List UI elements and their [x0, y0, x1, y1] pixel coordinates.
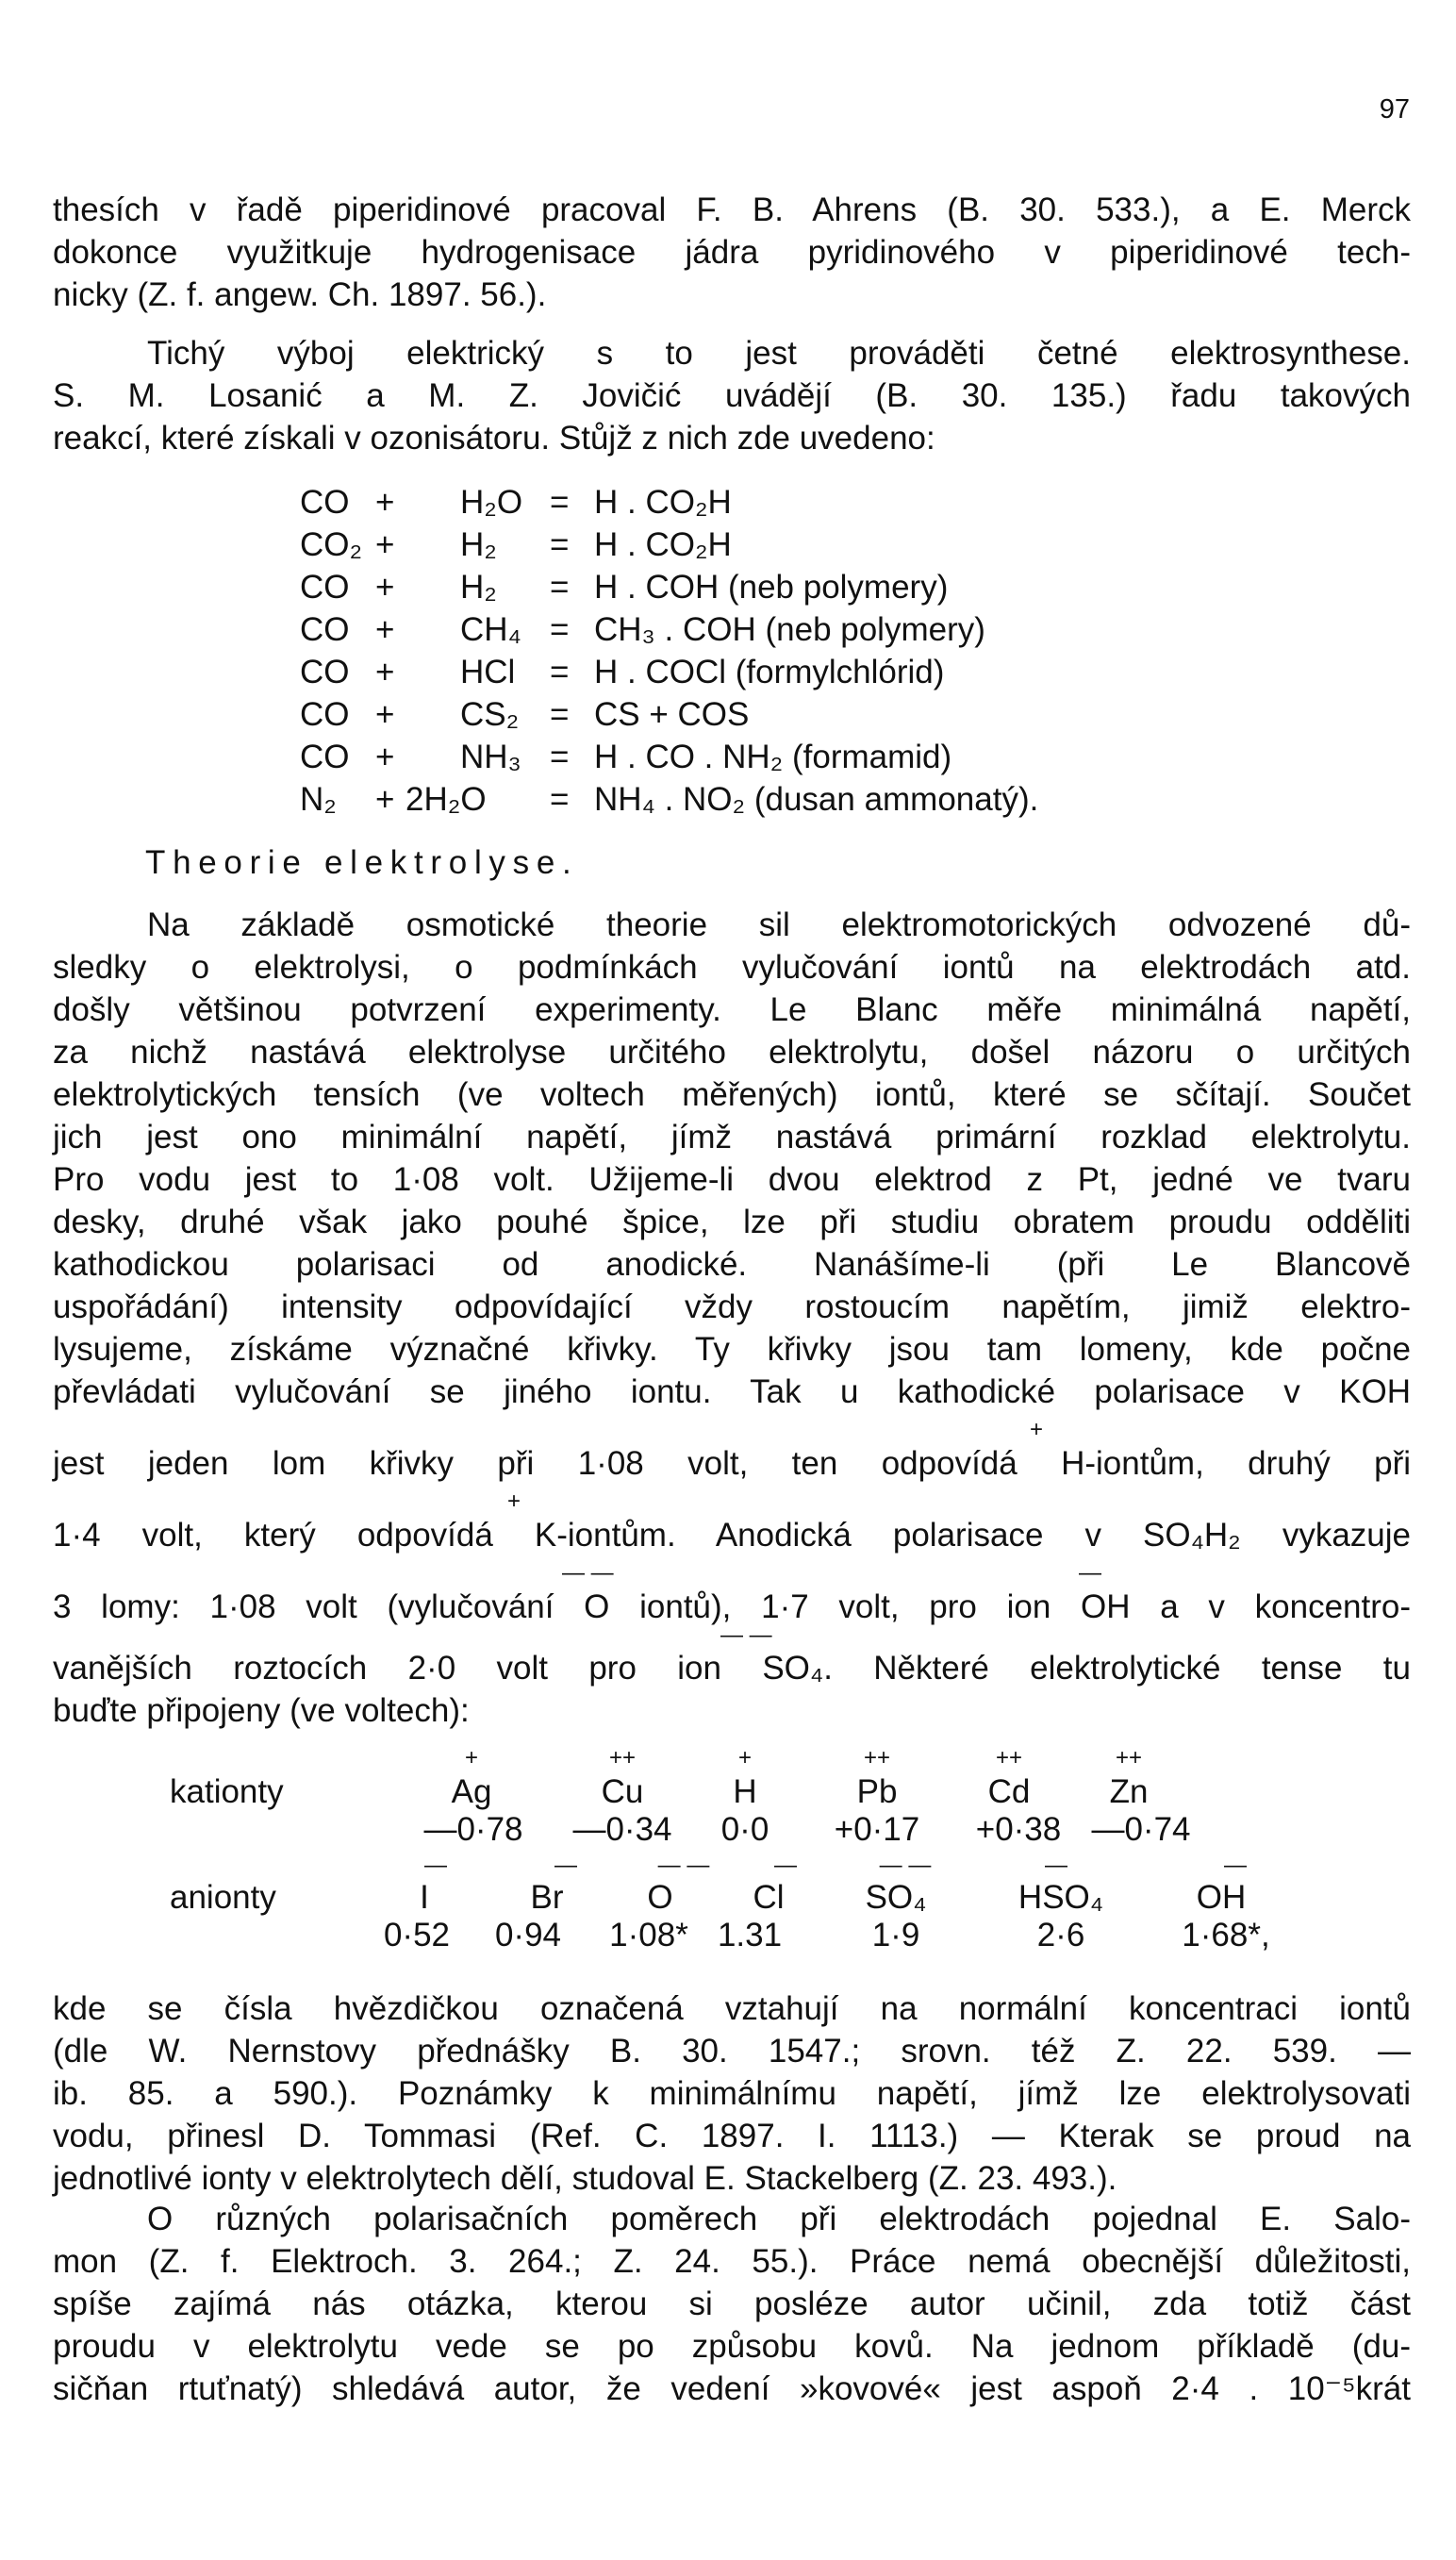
ion-cell: Zn [1109, 1773, 1149, 1810]
text-line: sičňan rtuťnatý) shledává autor, že vedení »kovové« jest aspoň 2·4 . 10⁻⁵krát [53, 2370, 1411, 2407]
o-ion-charge: — — [562, 1560, 614, 1586]
charge-mark-row [53, 1413, 1411, 1442]
eq-rhs: H . CO₂H [594, 526, 732, 563]
charge-cell: ++ [1115, 1745, 1143, 1770]
value-cell: —0·74 [1091, 1811, 1191, 1848]
ion-cell: Br [530, 1879, 564, 1916]
text-line: proudu v elektrolytu vede se po způsobu kovů. Na jednom příkladě (du- [53, 2328, 1411, 2365]
eq-rhs: CS + COS [594, 696, 750, 733]
ion-cell: H [733, 1773, 757, 1810]
value-cell: 0·52 [383, 1917, 451, 1953]
eq-lhs: CO [300, 611, 350, 648]
text-line: uspořádání) intensity odpovídající vždy rostoucím napětím, jimiž elektro- [53, 1288, 1411, 1325]
paragraph-piperidine [53, 189, 1411, 316]
k-ion-charge: + [507, 1488, 521, 1514]
text-line: Pro vodu jest to 1·08 volt. Užijeme-li dvou elektrod z Pt, jedné ve tvaru [53, 1161, 1411, 1198]
text-line: desky, druhé však jako pouhé špice, lze při studiu obratem proudu odděliti [53, 1204, 1411, 1240]
value-cell: —0·78 [423, 1811, 523, 1848]
eq-reagent: HCl [460, 654, 516, 690]
text-line: buďte připojeny (ve voltech): [53, 1692, 470, 1729]
charge-mark-row [53, 1485, 1411, 1514]
text-line: O různých polarisačních poměrech při elektrodách pojednal E. Salo- [147, 2201, 1411, 2237]
eq-rhs: CH₃ . COH (neb polymery) [594, 611, 985, 648]
text-line: Na základě osmotické theorie sil elektromotorických odvozené dů- [147, 906, 1411, 943]
value-cell: 1·9 [871, 1917, 920, 1953]
charge-cell: — [1224, 1853, 1247, 1878]
eq-reagent: H₂ [460, 569, 497, 606]
eq-op: + [375, 654, 395, 690]
value-cell: 1·08* [609, 1917, 688, 1953]
value-cell: 0·94 [494, 1917, 562, 1953]
eq-sign: = [550, 696, 570, 733]
eq-op: + [375, 781, 395, 818]
text-line: vodu, přinesl D. Tommasi (Ref. C. 1897. I. 1113.) — Kterak se proud na [53, 2118, 1411, 2154]
section-heading: Theorie elektrolyse. [145, 844, 579, 881]
text-line: mon (Z. f. Elektroch. 3. 264.; Z. 24. 55.). Práce nemá obecnější důležitosti, [53, 2243, 1411, 2280]
charge-cell: ++ [863, 1745, 891, 1770]
value-cell: +0·17 [834, 1811, 920, 1848]
eq-lhs: CO [300, 739, 350, 775]
value-cell: 1.31 [717, 1917, 783, 1953]
text-line: ib. 85. a 590.). Poznámky k minimálnímu napětí, jímž lze elektrolysovati [53, 2075, 1411, 2112]
text-line: 3 lomy: 1·08 volt (vylučování O iontů), 1·7 volt, pro ion OH a v koncentro- [53, 1588, 1411, 1625]
paragraph-electrosynthesis [53, 332, 1411, 459]
charge-cell: + [737, 1745, 752, 1770]
charge-cell: — [774, 1853, 797, 1878]
charge-cell: ++ [995, 1745, 1023, 1770]
text-line: elektrolytických tensích (ve voltech měřených) iontů, které se sčítají. Součet [53, 1076, 1411, 1113]
text-line: kde se čísla hvězdičkou označená vztahují na normální koncentraci iontů [53, 1990, 1411, 2027]
charge-cell: — — [879, 1853, 932, 1878]
paragraph-electrolysis-theory [53, 904, 1411, 1732]
eq-reagent: H₂O [460, 484, 523, 521]
charge-cell: — [554, 1853, 577, 1878]
ion-cell: Cl [753, 1879, 785, 1916]
eq-op: + [375, 611, 395, 648]
text-line: 1·4 volt, který odpovídá K-iontům. Anodická polarisace v SO₄H₂ vykazuje [53, 1517, 1411, 1554]
text-line: lysujeme, získáme význačné křivky. Ty křivky jsou tam lomeny, kde počne [53, 1331, 1411, 1368]
value-cell: 0·0 [720, 1811, 769, 1848]
charge-mark-row [53, 1622, 1411, 1648]
charge-cell: ++ [608, 1745, 637, 1770]
eq-reagent: CS₂ [460, 696, 520, 733]
eq-reagent: CH₄ [460, 611, 521, 648]
value-cell: 1·68*, [1182, 1917, 1270, 1953]
eq-rhs: H . CO . NH₂ (formamid) [594, 739, 952, 775]
text-line: kathodickou polarisaci od anodické. Nanášíme-li (při Le Blancově [53, 1246, 1411, 1283]
page-number: 97 [1379, 94, 1410, 125]
text-line: jednotlivé ionty v elektrolytech dělí, studoval E. Stackelberg (Z. 23. 493.). [53, 2160, 1117, 2197]
value-cell: —0·34 [572, 1811, 672, 1848]
eq-lhs: CO [300, 484, 350, 521]
text-line: převládati vylučování se jiného iontu. Tak u kathodické polarisace v KOH [53, 1373, 1411, 1410]
eq-lhs: CO [300, 696, 350, 733]
eq-rhs: NH₄ . NO₂ (dusan ammonatý). [594, 781, 1039, 818]
text-line: jest jeden lom křivky při 1·08 volt, ten odpovídá H-iontům, druhý při [53, 1445, 1411, 1482]
eq-sign: = [550, 781, 570, 818]
text-line: S. M. Losanić a M. Z. Jovičić uvádějí (B. 30. 135.) řadu takových [53, 377, 1411, 414]
anionty-label: anionty [170, 1879, 276, 1916]
eq-lhs: CO [300, 569, 350, 606]
text-line: (dle W. Nernstovy přednášky B. 30. 1547.; srovn. též Z. 22. 539. — [53, 2033, 1411, 2070]
eq-rhs: H . COCl (formylchlórid) [594, 654, 945, 690]
value-cell: +0·38 [975, 1811, 1062, 1848]
eq-sign: = [550, 654, 570, 690]
eq-lhs: CO [300, 654, 350, 690]
eq-sign: = [550, 739, 570, 775]
charge-cell: — — [657, 1853, 710, 1878]
ion-cell: OH [1196, 1879, 1247, 1916]
eq-reagent: 2H₂O [405, 781, 487, 818]
oh-ion-charge: — [1079, 1560, 1101, 1586]
eq-reagent: NH₃ [460, 739, 521, 775]
eq-reagent: H₂ [460, 526, 497, 563]
eq-op: + [375, 696, 395, 733]
charge-cell: — [1045, 1853, 1067, 1878]
text-line: thesích v řadě piperidinové pracoval F. B. Ahrens (B. 30. 533.), a E. Merck [53, 191, 1411, 228]
text-line: reakcí, které získali v ozonisátoru. Stůjž z nich zde uvedeno: [53, 420, 935, 457]
ion-cell: Cu [601, 1773, 644, 1810]
value-cell: 2·6 [1036, 1917, 1085, 1953]
text-line: vanějších roztocích 2·0 volt pro ion SO₄. Některé elektrolytické tense tu [53, 1650, 1411, 1687]
eq-lhs: CO₂ [300, 526, 363, 563]
text-line: za nichž nastává elektrolyse určitého elektrolytu, došel názoru o určitých [53, 1034, 1411, 1071]
eq-rhs: H . COH (neb polymery) [594, 569, 949, 606]
charge-cell: + [464, 1745, 478, 1770]
eq-op: + [375, 526, 395, 563]
so4-ion-charge: — — [720, 1622, 772, 1648]
text-line: dokonce využitkuje hydrogenisace jádra pyridinového v piperidinové tech- [53, 234, 1411, 271]
ion-cell: Pb [856, 1773, 898, 1810]
eq-rhs: H . CO₂H [594, 484, 732, 521]
ion-cell: O [647, 1879, 673, 1916]
ion-cell: I [420, 1879, 429, 1916]
eq-sign: = [550, 569, 570, 606]
eq-sign: = [550, 526, 570, 563]
text-line: sledky o elektrolysi, o podmínkách vylučování iontů na elektrodách atd. [53, 949, 1411, 986]
ion-cell: Cd [987, 1773, 1031, 1810]
text-line: Tichý výboj elektrický s to jest prováděti četné elektrosynthese. [147, 335, 1411, 372]
eq-op: + [375, 569, 395, 606]
text-line: jich jest ono minimální napětí, jímž nastává primární rozklad elektrolytu. [53, 1119, 1411, 1155]
charge-mark-row [53, 1556, 1411, 1586]
ion-cell: SO₄ [865, 1879, 927, 1916]
eq-op: + [375, 484, 395, 521]
eq-sign: = [550, 611, 570, 648]
h-ion-charge: + [1030, 1417, 1044, 1442]
eq-op: + [375, 739, 395, 775]
eq-sign: = [550, 484, 570, 521]
paragraph-polarisation [53, 2198, 1411, 2410]
paragraph-nernst-notes [53, 1987, 1411, 2200]
text-line: spíše zajímá nás otázka, kterou si posléze autor učinil, zda totiž část [53, 2286, 1411, 2322]
ion-cell: Ag [451, 1773, 492, 1810]
ion-cell: HSO₄ [1018, 1879, 1104, 1916]
kationty-label: kationty [170, 1773, 284, 1810]
charge-cell: — [424, 1853, 447, 1878]
text-line: nicky (Z. f. angew. Ch. 1897. 56.). [53, 276, 547, 313]
text-line: došly většinou potvrzení experimenty. Le Blanc měře minimálná napětí, [53, 991, 1411, 1028]
eq-lhs: N₂ [300, 781, 337, 818]
